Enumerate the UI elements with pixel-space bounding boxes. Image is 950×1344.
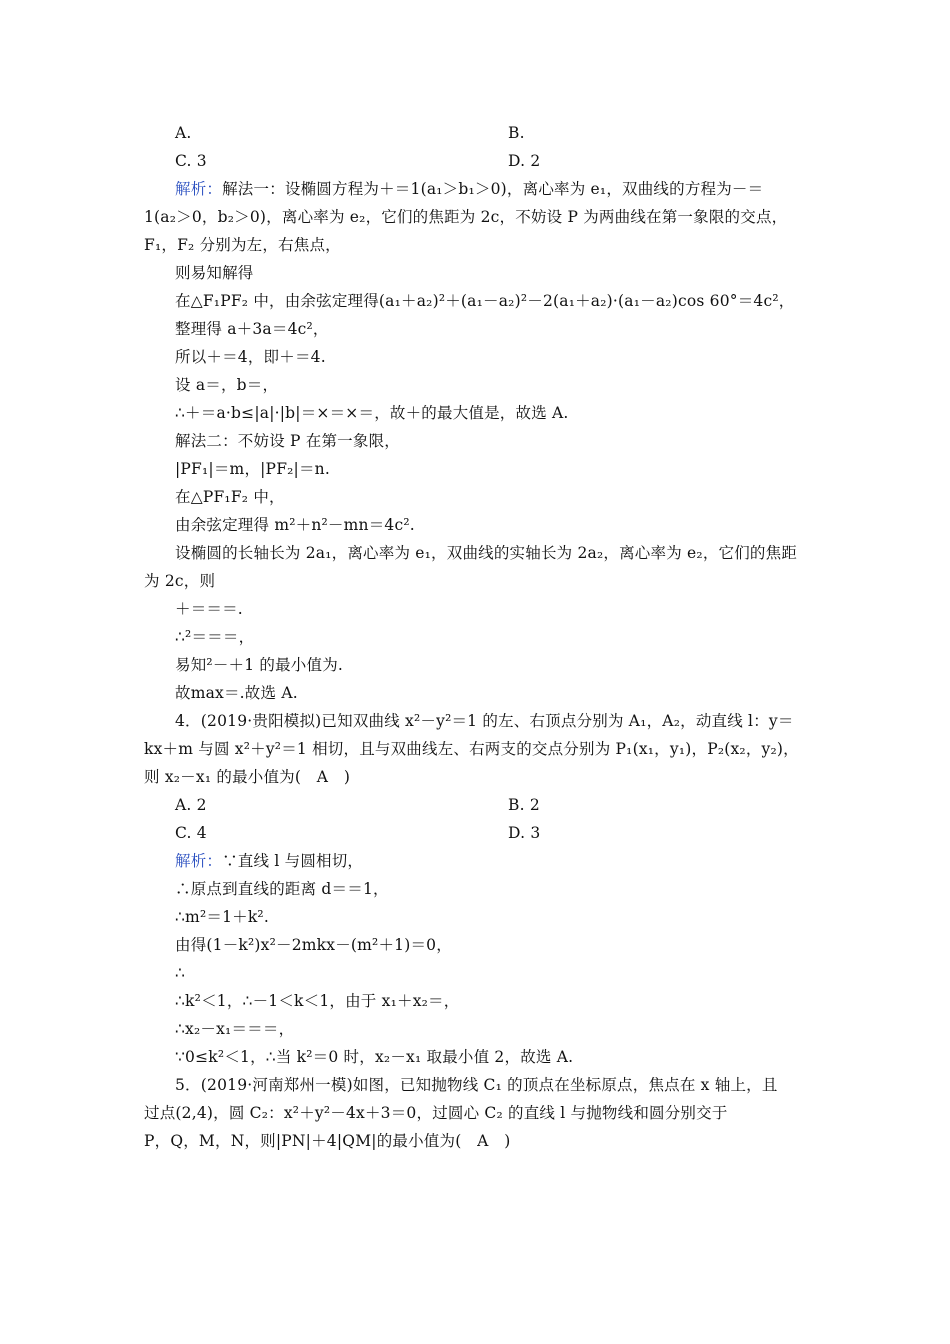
- text-line: 由余弦定理得 m²＋n²－mn＝4c².: [175, 516, 415, 534]
- text-line: ∴＋＝a·b≤|a|·|b|＝×＝×＝，故＋的最大值是，故选 A.: [175, 404, 569, 422]
- option-a: A.: [175, 124, 192, 142]
- solution-text: ∵直线 l 与圆相切，: [222, 852, 364, 870]
- text-line: 解法二：不妨设 P 在第一象限，: [175, 432, 400, 450]
- text-line: ＋＝＝＝.: [175, 600, 243, 618]
- text-line: 设椭圆的长轴长为 2a₁，离心率为 e₁，双曲线的实轴长为 2a₂，离心率为 e₂，它们的焦距: [175, 544, 798, 562]
- text-line: 设 a＝，b＝，: [175, 376, 279, 394]
- text-line: ∴: [175, 964, 186, 982]
- text-line: 1(a₂＞0，b₂＞0)，离心率为 e₂，它们的焦距为 2c，不妨设 P 为两曲线在第一象限的交点，: [144, 208, 788, 226]
- text-line: ∵0≤k²＜1，∴当 k²＝0 时，x₂－x₁ 取最小值 2，故选 A.: [175, 1048, 574, 1066]
- solution-label: 解析：: [175, 180, 223, 198]
- question-4-stem: kx＋m 与圆 x²＋y²＝1 相切，且与双曲线左、右两支的交点分别为 P₁(x₁，y₁)，P₂(x₂，y₂)，: [144, 740, 799, 758]
- question-5-stem: 5．(2019·河南郑州一模)如图，已知抛物线 C₁ 的顶点在坐标原点，焦点在 x 轴上，且: [175, 1076, 778, 1094]
- text-line: 则易知解得: [175, 264, 254, 282]
- question-5-stem: P，Q，M，N，则|PN|＋4|QM|的最小值为( A ): [144, 1132, 511, 1150]
- question-4-stem: 4．(2019·贵阳模拟)已知双曲线 x²－y²＝1 的左、右顶点分别为 A₁，A₂，动直线 l：y＝: [175, 712, 794, 730]
- solution-line: [175, 179, 763, 199]
- text-line: ∴原点到直线的距离 d＝＝1，: [175, 880, 389, 898]
- solution-label: 解析：: [175, 852, 223, 870]
- option-b: B. 2: [508, 796, 540, 814]
- text-line: ∴²＝＝＝，: [175, 628, 255, 646]
- text-line: 在△PF₁F₂ 中，: [175, 488, 285, 506]
- text-line: 由得(1－k²)x²－2mkx－(m²＋1)＝0，: [175, 936, 452, 954]
- text-line: 为 2c，则: [144, 572, 216, 590]
- option-d: D. 2: [508, 152, 541, 170]
- option-c: C. 3: [175, 152, 207, 170]
- text-line: F₁，F₂ 分别为左，右焦点，: [144, 236, 341, 254]
- text-line: |PF₁|＝m，|PF₂|＝n.: [175, 460, 330, 478]
- question-5-stem: 过点(2,4)，圆 C₂：x²＋y²－4x＋3＝0，过圆心 C₂ 的直线 l 与抛物线和圆分别交于: [144, 1104, 728, 1122]
- option-c: C. 4: [175, 824, 207, 842]
- text-line: ∴x₂－x₁＝＝＝，: [175, 1020, 295, 1038]
- text-line: 易知²－＋1 的最小值为.: [175, 656, 344, 674]
- solution-text: 解法一：设椭圆方程为＋＝1(a₁＞b₁＞0)，离心率为 e₁，双曲线的方程为－＝: [222, 180, 764, 198]
- text-line: ∴m²＝1＋k².: [175, 908, 269, 926]
- option-d: D. 3: [508, 824, 541, 842]
- solution-line: [175, 851, 363, 871]
- text-line: ∴k²＜1，∴－1＜k＜1，由于 x₁＋x₂＝，: [175, 992, 460, 1010]
- text-line: 整理得 a＋3a＝4c²，: [175, 320, 329, 338]
- text-line: 在△F₁PF₂ 中，由余弦定理得(a₁＋a₂)²＋(a₁－a₂)²－2(a₁＋a₂)·(a₁－a₂)cos 60°＝4c²，: [175, 292, 795, 310]
- text-line: 所以＋＝4，即＋＝4.: [175, 348, 326, 366]
- question-4-stem: 则 x₂－x₁ 的最小值为( A ): [144, 768, 351, 786]
- option-a: A. 2: [175, 796, 207, 814]
- text-line: 故max＝.故选 A.: [175, 684, 298, 702]
- option-b: B.: [508, 124, 525, 142]
